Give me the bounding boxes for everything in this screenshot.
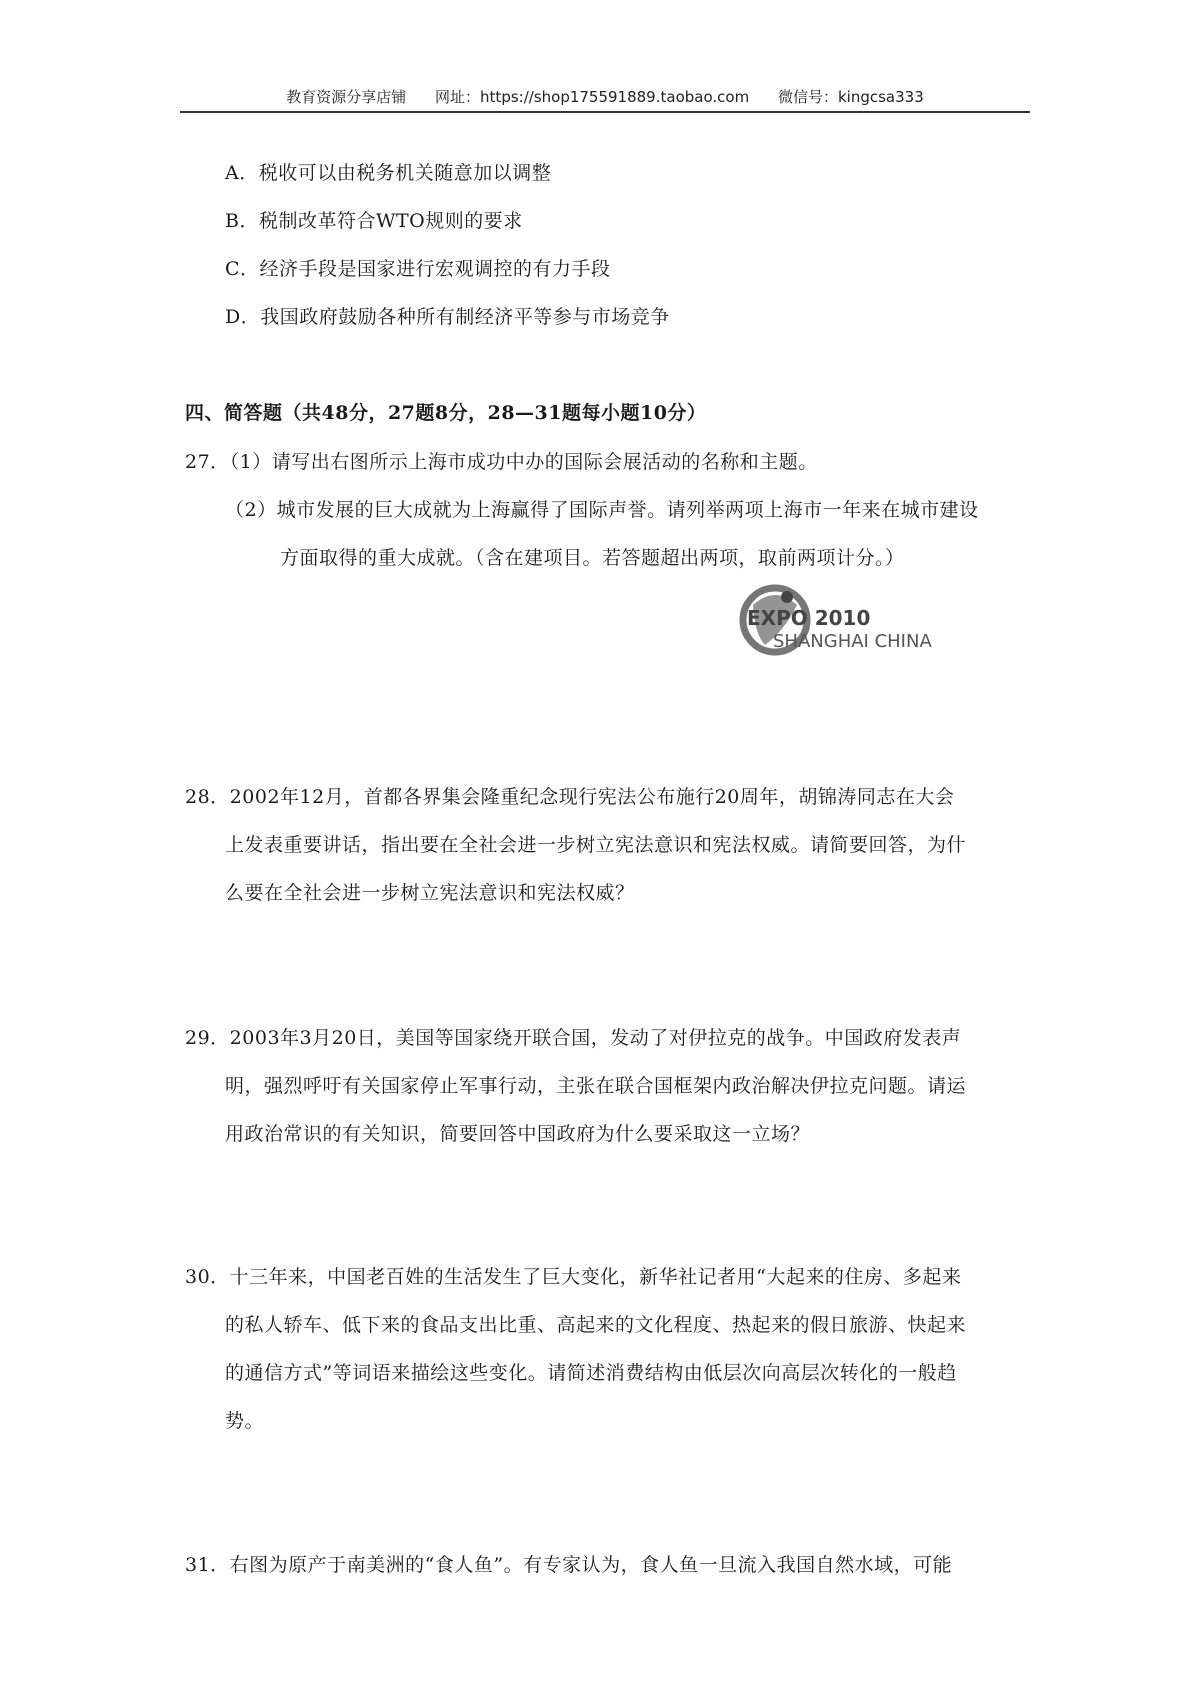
q30-line2: 的私人轿车、低下来的食品支出比重、高起来的文化程度、热起来的假日旅游、快起来: [225, 1314, 967, 1336]
page-header: [180, 86, 1030, 107]
q31-line1: 31．右图为原产于南美洲的“食人鱼”。有专家认为，食人鱼一旦流入我国自然水域，可能: [185, 1554, 953, 1576]
option-b: B．税制改革符合WTO规则的要求: [225, 210, 523, 232]
q28-line3: 么要在全社会进一步树立宪法意识和宪法权威？: [225, 882, 635, 904]
q27-part2-line2: 方面取得的重大成就。（含在建项目。若答题超出两项，取前两项计分。）: [280, 547, 905, 569]
q30-line4: 势。: [225, 1410, 265, 1432]
q29-line3: 用政治常识的有关知识，简要回答中国政府为什么要采取这一立场？: [225, 1123, 811, 1145]
option-a: A．税收可以由税务机关随意加以调整: [225, 162, 552, 184]
q27-part2-line1: （2）城市发展的巨大成就为上海赢得了国际声誉。请列举两项上海市一年来在城市建设: [225, 499, 979, 521]
q29-line2: 明，强烈呼吁有关国家停止军事行动，主张在联合国框架内政治解决伊拉克问题。请运: [225, 1075, 967, 1097]
option-c: C．经济手段是国家进行宏观调控的有力手段: [225, 258, 611, 280]
section-title: 四、简答题（共48分，27题8分，28—31题每小题10分）: [185, 402, 707, 424]
q30-line3: 的通信方式”等词语来描绘这些变化。请简述消费结构由低层次向高层次转化的一般趋: [225, 1362, 957, 1384]
logo-line2: SHANGHAI CHINA: [773, 631, 932, 652]
q28-line1: 28．2002年12月，首都各界集会隆重纪念现行宪法公布施行20周年，胡锦涛同志在大会: [185, 786, 955, 808]
q29-line1: 29．2003年3月20日，美国等国家绕开联合国，发动了对伊拉克的战争。中国政府发表声: [185, 1027, 962, 1049]
q27-part1: 27．（1）请写出右图所示上海市成功中办的国际会展活动的名称和主题。: [185, 451, 818, 473]
expo-2010-logo: [725, 575, 975, 675]
logo-line1: EXPO 2010: [747, 606, 871, 630]
header-url: 网址：https://shop175591889.taobao.com: [435, 88, 750, 106]
option-d: D．我国政府鼓励各种所有制经济平等参与市场竞争: [225, 306, 670, 328]
q30-line1: 30．十三年来，中国老百姓的生活发生了巨大变化，新华社记者用“大起来的住房、多起来: [185, 1266, 962, 1288]
header-wechat: 微信号：kingcsa333: [777, 88, 924, 106]
header-shop: 教育资源分享店铺: [286, 88, 407, 106]
header-divider: [180, 111, 1030, 113]
q28-line2: 上发表重要讲话，指出要在全社会进一步树立宪法意识和宪法权威。请简要回答，为什: [225, 834, 967, 856]
